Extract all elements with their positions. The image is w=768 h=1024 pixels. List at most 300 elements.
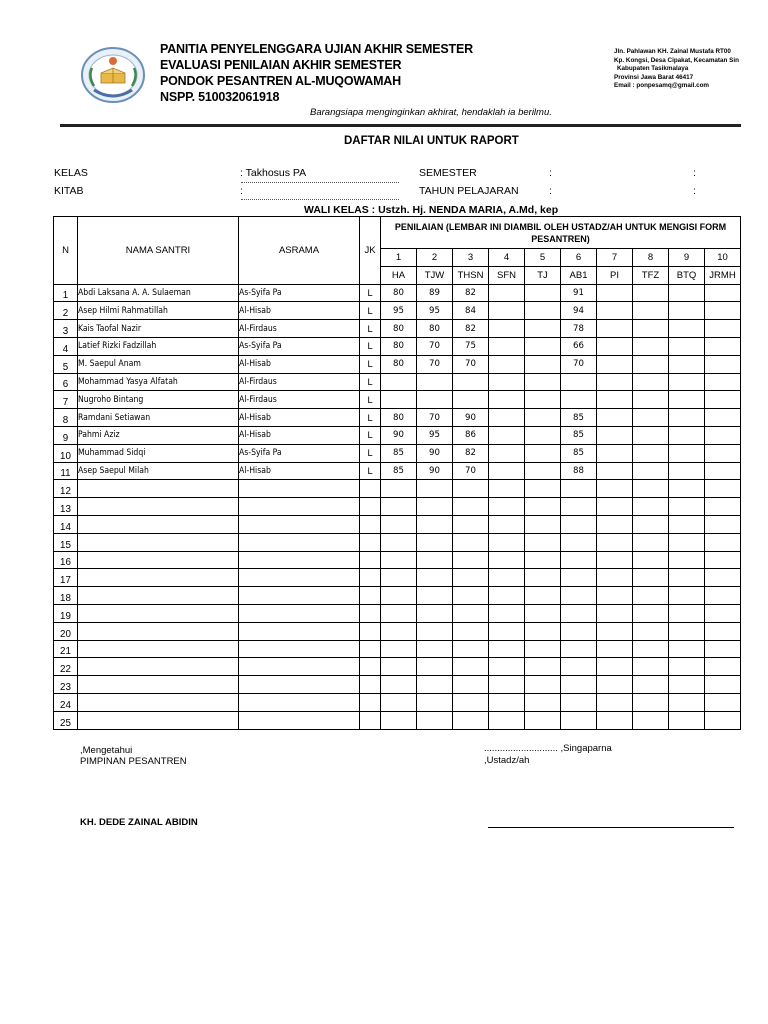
score-cell	[381, 498, 417, 516]
address-line-email: Email : ponpesamq@gmail.com	[614, 82, 710, 89]
table-row	[54, 426, 741, 444]
student-name: Mohammad Yasya Alfatah	[78, 373, 239, 391]
student-name: Nugroho Bintang	[78, 391, 239, 409]
score-cell	[669, 498, 705, 516]
date-place-line: ............................ ,Singaparna	[484, 743, 612, 754]
row-number: 4	[54, 337, 78, 355]
score-cell	[597, 409, 633, 427]
score-cell	[453, 587, 489, 605]
table-row	[54, 676, 741, 694]
student-jk	[360, 604, 381, 622]
student-name	[78, 480, 239, 498]
row-number: 1	[54, 284, 78, 302]
score-cell: 80	[417, 320, 453, 338]
score-cell	[705, 533, 741, 551]
score-cell	[489, 587, 525, 605]
score-cell	[417, 711, 453, 729]
table-row	[54, 480, 741, 498]
score-cell	[417, 587, 453, 605]
score-cell	[669, 693, 705, 711]
score-cell	[525, 462, 561, 480]
wali-kelas: WALI KELAS : Ustzh. Hj. NENDA MARIA, A.Md, kep	[304, 204, 559, 216]
table-row	[54, 391, 741, 409]
score-cell	[669, 711, 705, 729]
score-cell	[597, 604, 633, 622]
score-cell: 90	[417, 462, 453, 480]
score-cell	[417, 515, 453, 533]
score-cell	[453, 569, 489, 587]
subject-code-6: AB1	[561, 266, 597, 284]
score-cell	[525, 676, 561, 694]
row-number: 9	[54, 426, 78, 444]
header-asrama: ASRAMA	[239, 217, 360, 285]
student-asrama	[239, 640, 360, 658]
subject-number-3: 3	[453, 249, 489, 267]
student-name	[78, 711, 239, 729]
score-cell: 80	[381, 409, 417, 427]
score-cell	[489, 462, 525, 480]
student-asrama: As-Syifa Pa	[239, 284, 360, 302]
score-cell	[669, 658, 705, 676]
tahun-pelajaran-label: TAHUN PELAJARAN	[419, 185, 519, 197]
semester-colon: :	[549, 167, 552, 179]
student-asrama: Al-Firdaus	[239, 320, 360, 338]
table-row	[54, 622, 741, 640]
score-cell	[597, 622, 633, 640]
student-jk: L	[360, 444, 381, 462]
score-cell	[417, 693, 453, 711]
score-cell	[633, 355, 669, 373]
score-cell	[525, 515, 561, 533]
student-asrama: Al-Hisab	[239, 462, 360, 480]
student-asrama	[239, 604, 360, 622]
score-cell: 70	[453, 462, 489, 480]
score-cell	[453, 693, 489, 711]
score-cell	[453, 622, 489, 640]
score-cell	[669, 426, 705, 444]
header-jk: JK	[360, 217, 381, 285]
score-cell	[489, 320, 525, 338]
score-cell	[705, 604, 741, 622]
score-cell	[669, 533, 705, 551]
row-number: 7	[54, 391, 78, 409]
score-cell	[453, 640, 489, 658]
student-name	[78, 622, 239, 640]
score-cell	[489, 693, 525, 711]
score-cell	[525, 409, 561, 427]
score-cell	[381, 622, 417, 640]
header-line-committee: PANITIA PENYELENGGARA UJIAN AKHIR SEMESTER	[160, 42, 473, 56]
score-cell	[669, 676, 705, 694]
score-cell	[633, 391, 669, 409]
student-jk: L	[360, 302, 381, 320]
table-row	[54, 640, 741, 658]
score-cell	[561, 373, 597, 391]
motto: Barangsiapa menginginkan akhirat, hendaklah ia berilmu.	[310, 107, 552, 118]
score-cell	[705, 515, 741, 533]
student-jk	[360, 515, 381, 533]
kitab-value: :	[240, 185, 243, 197]
score-cell	[525, 426, 561, 444]
student-jk: L	[360, 409, 381, 427]
table-row	[54, 320, 741, 338]
score-cell	[453, 711, 489, 729]
score-cell	[525, 551, 561, 569]
score-cell	[633, 409, 669, 427]
signatory-name: KH. DEDE ZAINAL ABIDIN	[80, 817, 198, 828]
score-cell	[633, 551, 669, 569]
score-cell	[525, 569, 561, 587]
subject-code-2: TJW	[417, 266, 453, 284]
score-cell	[417, 676, 453, 694]
row-number: 2	[54, 302, 78, 320]
row-number: 22	[54, 658, 78, 676]
score-cell	[633, 604, 669, 622]
score-cell: 70	[417, 355, 453, 373]
header-no: N	[54, 217, 78, 285]
score-cell	[633, 302, 669, 320]
row-number: 6	[54, 373, 78, 391]
score-cell	[453, 480, 489, 498]
subject-number-7: 7	[597, 249, 633, 267]
row-number: 10	[54, 444, 78, 462]
score-cell	[705, 444, 741, 462]
student-asrama: Al-Firdaus	[239, 373, 360, 391]
score-cell	[417, 569, 453, 587]
student-jk	[360, 622, 381, 640]
row-number: 21	[54, 640, 78, 658]
score-cell: 86	[453, 426, 489, 444]
score-cell: 70	[453, 355, 489, 373]
score-cell	[453, 391, 489, 409]
kelas-underline	[241, 182, 399, 183]
score-cell	[381, 587, 417, 605]
score-cell: 66	[561, 337, 597, 355]
table-row	[54, 337, 741, 355]
student-jk: L	[360, 284, 381, 302]
score-cell	[453, 533, 489, 551]
score-cell	[597, 284, 633, 302]
score-cell	[633, 622, 669, 640]
score-cell	[525, 533, 561, 551]
score-cell	[633, 498, 669, 516]
ustadz-signature-line	[488, 827, 734, 828]
student-name: Pahmi Aziz	[78, 426, 239, 444]
student-asrama: As-Syifa Pa	[239, 444, 360, 462]
student-asrama: Al-Hisab	[239, 409, 360, 427]
student-name	[78, 498, 239, 516]
score-cell: 70	[561, 355, 597, 373]
score-cell	[705, 587, 741, 605]
score-cell	[705, 337, 741, 355]
score-cell	[453, 658, 489, 676]
score-cell	[597, 640, 633, 658]
score-cell	[489, 480, 525, 498]
student-asrama	[239, 676, 360, 694]
table-row	[54, 409, 741, 427]
header-line-nspp: NSPP. 510032061918	[160, 90, 280, 104]
table-row	[54, 373, 741, 391]
student-name: Latief Rizki Fadzillah	[78, 337, 239, 355]
score-cell	[381, 391, 417, 409]
score-cell: 90	[417, 444, 453, 462]
score-cell	[525, 587, 561, 605]
grades-body	[54, 284, 741, 729]
score-cell	[453, 498, 489, 516]
student-jk: L	[360, 391, 381, 409]
student-jk: L	[360, 373, 381, 391]
student-asrama	[239, 587, 360, 605]
header-line-school: PONDOK PESANTREN AL-MUQOWAMAH	[160, 74, 401, 88]
student-jk	[360, 711, 381, 729]
score-cell	[417, 604, 453, 622]
score-cell: 95	[417, 302, 453, 320]
student-name	[78, 551, 239, 569]
score-cell	[489, 444, 525, 462]
score-cell	[561, 604, 597, 622]
score-cell	[381, 693, 417, 711]
score-cell	[669, 444, 705, 462]
score-cell	[597, 480, 633, 498]
student-name	[78, 604, 239, 622]
score-cell	[597, 391, 633, 409]
kitab-label: KITAB	[54, 185, 84, 197]
score-cell	[417, 373, 453, 391]
score-cell	[597, 676, 633, 694]
score-cell	[633, 693, 669, 711]
subject-number-1: 1	[381, 249, 417, 267]
score-cell	[705, 569, 741, 587]
address-line-regency: Kabupaten Tasikmalaya	[617, 65, 689, 72]
score-cell	[417, 480, 453, 498]
row-number: 12	[54, 480, 78, 498]
score-cell	[381, 658, 417, 676]
score-cell	[669, 604, 705, 622]
row-number: 24	[54, 693, 78, 711]
semester-label: SEMESTER	[419, 167, 477, 179]
score-cell	[417, 391, 453, 409]
table-row	[54, 604, 741, 622]
score-cell	[597, 355, 633, 373]
score-cell	[669, 355, 705, 373]
score-cell	[489, 533, 525, 551]
score-cell	[417, 551, 453, 569]
score-cell	[489, 569, 525, 587]
table-row	[54, 711, 741, 729]
score-cell	[489, 302, 525, 320]
score-cell: 78	[561, 320, 597, 338]
score-cell	[597, 551, 633, 569]
score-cell	[561, 640, 597, 658]
score-cell	[381, 569, 417, 587]
score-cell	[669, 391, 705, 409]
score-cell	[525, 658, 561, 676]
score-cell	[705, 676, 741, 694]
student-jk: L	[360, 426, 381, 444]
subject-code-10: JRMH	[705, 266, 741, 284]
subject-number-8: 8	[633, 249, 669, 267]
score-cell	[525, 444, 561, 462]
row-number: 5	[54, 355, 78, 373]
row-number: 20	[54, 622, 78, 640]
subject-code-1: HA	[381, 266, 417, 284]
table-row	[54, 515, 741, 533]
score-cell	[453, 515, 489, 533]
score-cell	[597, 302, 633, 320]
student-name: Asep Hilmi Rahmatillah	[78, 302, 239, 320]
score-cell	[705, 426, 741, 444]
subject-number-9: 9	[669, 249, 705, 267]
table-row	[54, 551, 741, 569]
table-row	[54, 498, 741, 516]
score-cell	[561, 711, 597, 729]
student-jk: L	[360, 337, 381, 355]
score-cell	[525, 337, 561, 355]
score-cell: 85	[561, 426, 597, 444]
score-cell	[489, 284, 525, 302]
header-nama-santri: NAMA SANTRI	[78, 217, 239, 285]
row-number: 15	[54, 533, 78, 551]
score-cell	[597, 462, 633, 480]
score-cell	[525, 373, 561, 391]
score-cell: 75	[453, 337, 489, 355]
student-jk	[360, 658, 381, 676]
score-cell	[489, 640, 525, 658]
row-number: 18	[54, 587, 78, 605]
score-cell	[633, 284, 669, 302]
score-cell	[669, 480, 705, 498]
score-cell	[597, 426, 633, 444]
subject-code-3: THSN	[453, 266, 489, 284]
document-title: DAFTAR NILAI UNTUK RAPORT	[344, 135, 519, 147]
student-name: Kais Taofal Nazir	[78, 320, 239, 338]
score-cell	[561, 480, 597, 498]
score-cell	[705, 551, 741, 569]
score-cell	[669, 569, 705, 587]
score-cell	[633, 426, 669, 444]
score-cell	[417, 658, 453, 676]
score-cell	[381, 533, 417, 551]
score-cell: 82	[453, 284, 489, 302]
score-cell	[381, 480, 417, 498]
score-cell	[597, 711, 633, 729]
subject-number-2: 2	[417, 249, 453, 267]
table-row	[54, 444, 741, 462]
student-jk	[360, 693, 381, 711]
score-cell	[381, 676, 417, 694]
table-row	[54, 693, 741, 711]
score-cell	[597, 444, 633, 462]
score-cell: 84	[453, 302, 489, 320]
score-cell	[633, 569, 669, 587]
score-cell	[381, 551, 417, 569]
student-name	[78, 693, 239, 711]
score-cell: 85	[561, 444, 597, 462]
score-cell	[633, 462, 669, 480]
score-cell	[525, 640, 561, 658]
score-cell	[705, 302, 741, 320]
student-jk	[360, 551, 381, 569]
score-cell	[633, 337, 669, 355]
score-cell: 85	[381, 462, 417, 480]
score-cell	[633, 515, 669, 533]
table-row	[54, 587, 741, 605]
row-number: 16	[54, 551, 78, 569]
score-cell	[597, 587, 633, 605]
score-cell	[381, 640, 417, 658]
student-name	[78, 676, 239, 694]
score-cell	[453, 676, 489, 694]
score-cell	[633, 676, 669, 694]
header-line-evaluation: EVALUASI PENILAIAN AKHIR SEMESTER	[160, 58, 402, 72]
student-asrama	[239, 533, 360, 551]
row-number: 23	[54, 676, 78, 694]
subject-number-5: 5	[525, 249, 561, 267]
score-cell	[489, 711, 525, 729]
student-asrama: Al-Hisab	[239, 355, 360, 373]
score-cell	[381, 711, 417, 729]
student-asrama	[239, 658, 360, 676]
student-name	[78, 569, 239, 587]
score-cell	[669, 320, 705, 338]
student-asrama	[239, 622, 360, 640]
score-cell	[597, 658, 633, 676]
score-cell	[561, 569, 597, 587]
score-cell	[561, 693, 597, 711]
score-cell	[669, 302, 705, 320]
student-asrama	[239, 569, 360, 587]
score-cell	[669, 515, 705, 533]
score-cell: 95	[381, 302, 417, 320]
score-cell	[669, 462, 705, 480]
student-jk	[360, 533, 381, 551]
student-name: Ramdani Setiawan	[78, 409, 239, 427]
row-number: 3	[54, 320, 78, 338]
score-cell	[597, 373, 633, 391]
student-jk: L	[360, 462, 381, 480]
score-cell	[597, 320, 633, 338]
score-cell	[633, 373, 669, 391]
score-cell	[597, 515, 633, 533]
score-cell	[669, 284, 705, 302]
table-row	[54, 533, 741, 551]
table-row	[54, 355, 741, 373]
score-cell	[489, 426, 525, 444]
row-number: 19	[54, 604, 78, 622]
semester-colon-right: :	[693, 167, 696, 179]
score-cell: 80	[381, 337, 417, 355]
student-jk	[360, 587, 381, 605]
score-cell	[417, 640, 453, 658]
score-cell	[633, 444, 669, 462]
student-name	[78, 515, 239, 533]
student-jk	[360, 480, 381, 498]
score-cell	[597, 498, 633, 516]
student-asrama: As-Syifa Pa	[239, 337, 360, 355]
score-cell: 90	[453, 409, 489, 427]
score-cell	[597, 533, 633, 551]
score-cell	[705, 693, 741, 711]
student-asrama: Al-Firdaus	[239, 391, 360, 409]
student-name: Muhammad Sidqi	[78, 444, 239, 462]
student-name	[78, 533, 239, 551]
score-cell	[705, 480, 741, 498]
score-cell	[453, 373, 489, 391]
tahun-colon: :	[549, 185, 552, 197]
score-cell	[525, 498, 561, 516]
header-divider	[60, 124, 741, 127]
score-cell	[489, 676, 525, 694]
